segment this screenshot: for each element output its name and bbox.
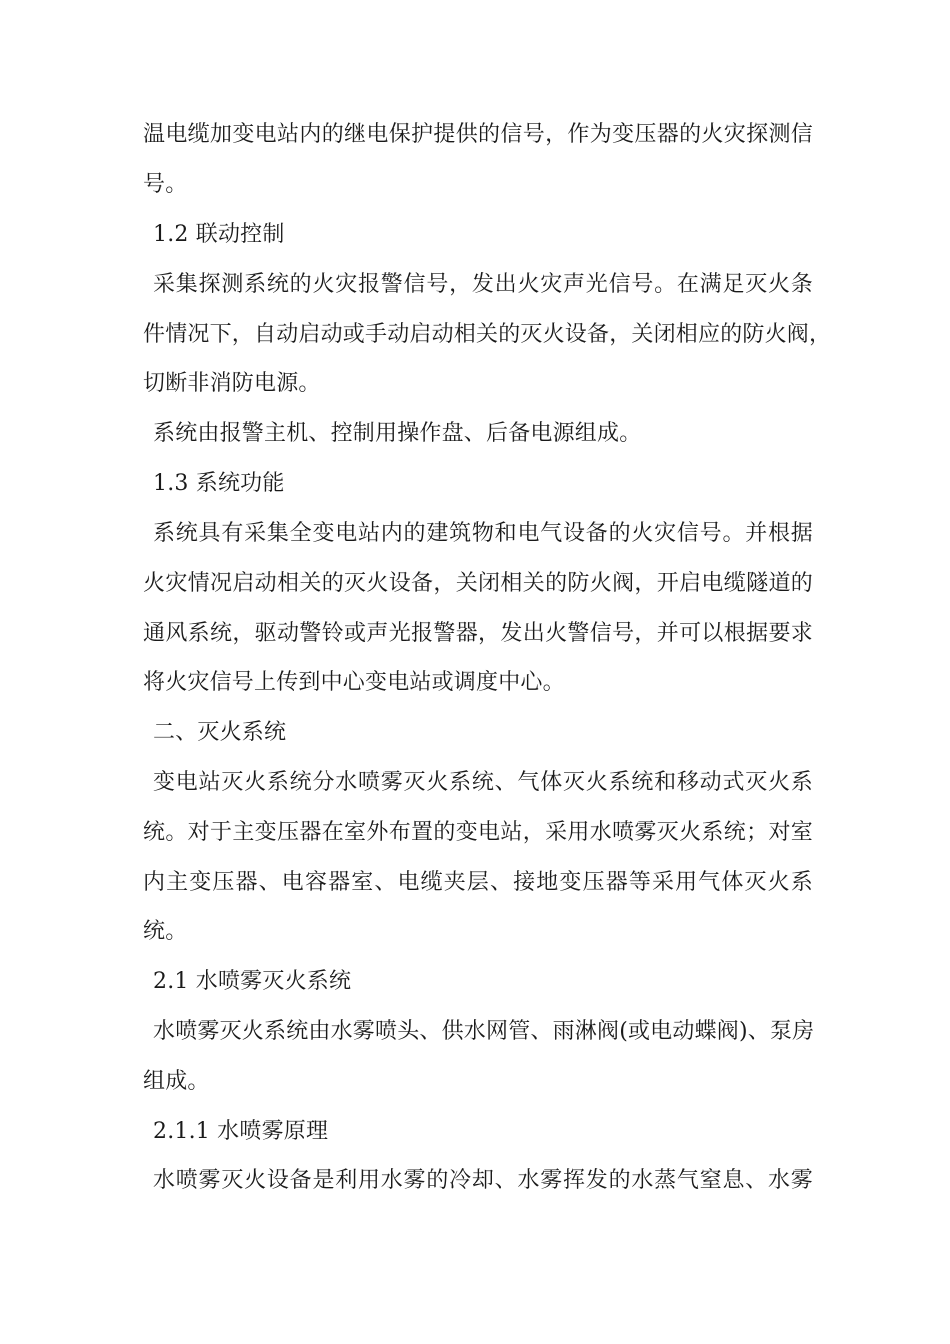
paragraph-line: 系统具有采集全变电站内的建筑物和电气设备的火灾信号。并根据 (153, 521, 813, 546)
paragraph-line: 系统由报警主机、控制用操作盘、后备电源组成。 (153, 421, 642, 446)
section-heading: 2.1.1 水喷雾原理 (153, 1119, 329, 1144)
paragraph-line: 统。 (143, 919, 188, 944)
section-heading: 1.2 联动控制 (153, 222, 285, 247)
paragraph-line: 内主变压器、电容器室、电缆夹层、接地变压器等采用气体灭火系 (143, 870, 813, 895)
paragraph-line: 统。对于主变压器在室外布置的变电站，采用水喷雾灭火系统；对室 (143, 820, 813, 845)
paragraph-line: 切断非消防电源。 (143, 371, 321, 396)
paragraph-line: 水喷雾灭火设备是利用水雾的冷却、水雾挥发的水蒸气窒息、水雾 (153, 1168, 813, 1193)
paragraph-line: 温电缆加变电站内的继电保护提供的信号，作为变压器的火灾探测信 (143, 122, 813, 147)
section-heading: 2.1 水喷雾灭火系统 (153, 969, 352, 994)
paragraph-line: 件情况下，自动启动或手动启动相关的灭火设备，关闭相应的防火阀， (143, 322, 832, 347)
section-heading: 二、灭火系统 (153, 720, 287, 745)
section-heading: 1.3 系统功能 (153, 471, 285, 496)
paragraph-line: 采集探测系统的火灾报警信号，发出火灾声光信号。在满足灭火条 (153, 272, 813, 297)
paragraph-line: 号。 (143, 172, 188, 197)
paragraph-line: 通风系统，驱动警铃或声光报警器，发出火警信号，并可以根据要求 (143, 621, 813, 646)
paragraph-line: 将火灾信号上传到中心变电站或调度中心。 (143, 670, 565, 695)
paragraph-line: 水喷雾灭火系统由水雾喷头、供水网管、雨淋阀(或电动蝶阀)、泵房 (153, 1019, 815, 1044)
paragraph-line: 组成。 (143, 1069, 210, 1094)
paragraph-line: 火灾情况启动相关的灭火设备，关闭相关的防火阀，开启电缆隧道的 (143, 571, 813, 596)
paragraph-line: 变电站灭火系统分水喷雾灭火系统、气体灭火系统和移动式灭火系 (153, 770, 813, 795)
